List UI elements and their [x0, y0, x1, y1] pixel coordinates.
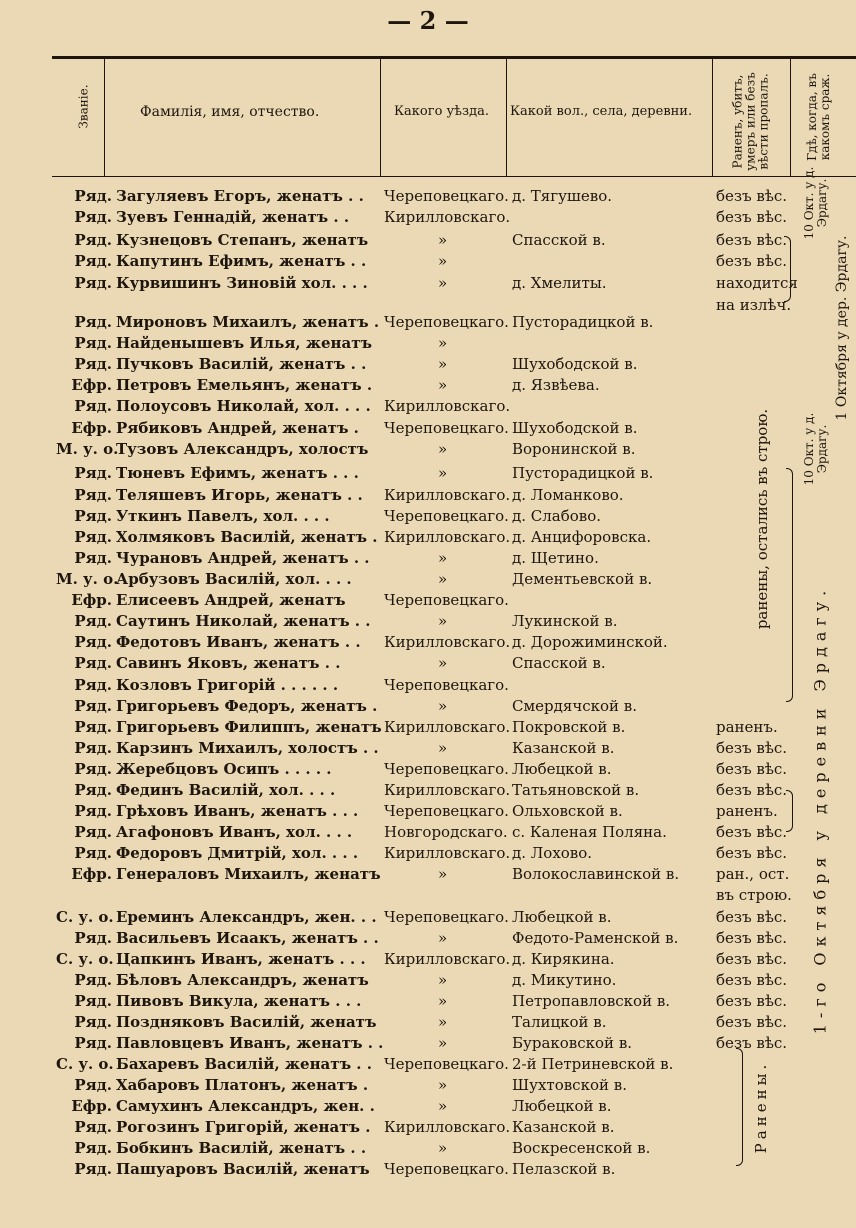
table-row [0, 1158, 856, 1180]
table-row [0, 927, 856, 949]
row-volost: Любецкой в. [512, 1097, 612, 1115]
row-volost: Пусторадицкой в. [512, 464, 654, 482]
row-name: Хабаровъ Платонъ, женатъ . [116, 1076, 369, 1094]
row-name: Елисеевъ Андрей, женатъ [116, 591, 346, 609]
row-name: Пучковъ Василій, женатъ . . [116, 355, 367, 373]
table-row [0, 1011, 856, 1033]
table-row [0, 272, 856, 294]
table-row [0, 652, 856, 674]
row-name: Теляшевъ Игорь, женатъ . . [116, 486, 363, 504]
row-rank: Ряд. [74, 633, 112, 651]
row-fate: раненъ. [716, 802, 778, 820]
table-row [0, 610, 856, 632]
row-rank: Ряд. [74, 781, 112, 799]
row-name: Курвишинъ Зиновій хол. . . . [116, 274, 368, 292]
row-volost: Шухободской в. [512, 419, 638, 437]
table-row [0, 568, 856, 590]
row-rank: Ряд. [74, 231, 112, 249]
row-rank: Ряд. [74, 397, 112, 415]
row-fate: безъ вѣс. [716, 208, 788, 226]
row-rank: Ряд. [74, 718, 112, 736]
row-uezd: Череповецкаго. [384, 760, 509, 778]
header-volost: Какой вол., села, деревни. [510, 104, 693, 119]
row-volost: Федото-Раменской в. [512, 929, 679, 947]
row-uezd: » [438, 440, 448, 458]
row-uezd: Череповецкаго. [384, 908, 509, 926]
table-row [0, 948, 856, 970]
row-name: Генераловъ Михаилъ, женатъ [116, 865, 381, 883]
row-rank: Ряд. [74, 654, 112, 672]
table-row [0, 526, 856, 548]
row-rank: Ряд. [74, 252, 112, 270]
row-fate: безъ вѣс. [716, 992, 788, 1010]
row-uezd: Кирилловскаго. [384, 844, 511, 862]
row-uezd: » [438, 355, 448, 373]
table-row [0, 1137, 856, 1159]
table-row [0, 863, 856, 885]
header-divider [790, 58, 791, 176]
row-rank: Ряд. [74, 760, 112, 778]
row-rank: Ряд. [74, 1160, 112, 1178]
row-rank: Ряд. [74, 549, 112, 567]
row-fate: безъ вѣс. [716, 187, 788, 205]
side-note-oct10-2: 10 Окт. у д. Эрдагу. [802, 412, 829, 486]
row-name: Загуляевъ Егоръ, женатъ . . [116, 187, 364, 205]
row-uezd: Череповецкаго. [384, 507, 509, 525]
table-row [0, 332, 856, 354]
row-rank: Ряд. [74, 507, 112, 525]
row-uezd: » [438, 654, 448, 672]
header-divider [506, 58, 507, 176]
row-volost: Пелазской в. [512, 1160, 616, 1178]
table-row [0, 716, 856, 738]
row-rank: Ряд. [74, 187, 112, 205]
row-name: Капутинъ Ефимъ, женатъ . . [116, 252, 367, 270]
row-rank: Ряд. [74, 971, 112, 989]
row-rank: Ряд. [74, 313, 112, 331]
row-uezd: Череповецкаго. [384, 676, 509, 694]
row-uezd: » [438, 274, 448, 292]
row-rank: Ряд. [74, 739, 112, 757]
row-volost: Шухтовской в. [512, 1076, 627, 1094]
row-uezd: Череповецкаго. [384, 1160, 509, 1178]
table-row [0, 737, 856, 759]
row-uezd: Череповецкаго. [384, 591, 509, 609]
row-volost: 2-й Петриневской в. [512, 1055, 674, 1073]
row-fate: безъ вѣс. [716, 231, 788, 249]
row-volost: д. Слабово. [512, 507, 602, 525]
page-number: — 2 — [387, 6, 469, 35]
row-name: Фединъ Василій, хол. . . . [116, 781, 336, 799]
row-rank: М. у. о. [56, 570, 119, 588]
row-volost: Любецкой в. [512, 760, 612, 778]
row-name: Поздняковъ Василій, женатъ [116, 1013, 377, 1031]
header-divider [104, 58, 105, 176]
row-uezd: Кирилловскаго. [384, 1118, 511, 1136]
row-fate: безъ вѣс. [716, 1013, 788, 1031]
row-rank: Ряд. [74, 612, 112, 630]
row-name: Федоровъ Дмитрій, хол. . . . [116, 844, 359, 862]
row-uezd: » [438, 971, 448, 989]
row-uezd: » [438, 992, 448, 1010]
row-uezd: Кирилловскаго. [384, 208, 511, 226]
row-uezd: Череповецкаго. [384, 419, 509, 437]
row-name: Пашуаровъ Василій, женатъ [116, 1160, 370, 1178]
row-name: Васильевъ Исаакъ, женатъ . . [116, 929, 379, 947]
row-fate: безъ вѣс. [716, 781, 788, 799]
row-uezd: » [438, 549, 448, 567]
row-volost: д. Кирякина. [512, 950, 615, 968]
row-rank: Ряд. [74, 676, 112, 694]
row-rank: Ряд. [74, 1034, 112, 1052]
row-rank: Ряд. [74, 355, 112, 373]
row-fate: безъ вѣс. [716, 908, 788, 926]
row-fate: ран., ост. [716, 865, 790, 883]
table-row [0, 1116, 856, 1138]
table-row [0, 990, 856, 1012]
table-row [0, 1095, 856, 1117]
row-uezd: » [438, 929, 448, 947]
row-name: Тузовъ Александръ, холостъ [116, 440, 369, 458]
row-rank: Ряд. [74, 274, 112, 292]
row-volost: Воронинской в. [512, 440, 636, 458]
row-fate: безъ вѣс. [716, 252, 788, 270]
table-row [0, 695, 856, 717]
table-row [0, 906, 856, 928]
row-uezd: Кирилловскаго. [384, 397, 511, 415]
row-volost: д. Микутино. [512, 971, 617, 989]
row-rank: М. у. о. [56, 440, 119, 458]
row-uezd: » [438, 376, 448, 394]
row-name: Полоусовъ Николай, хол. . . . [116, 397, 371, 415]
table-row [0, 547, 856, 569]
row-uezd: » [438, 252, 448, 270]
row-name: Петровъ Емельянъ, женатъ . [116, 376, 373, 394]
row-volost: Казанской в. [512, 1118, 615, 1136]
bracket [786, 468, 793, 702]
row-name: Павловцевъ Иванъ, женатъ . . [116, 1034, 384, 1052]
row-rank: Ряд. [74, 464, 112, 482]
row-volost: Лукинской в. [512, 612, 618, 630]
table-row [0, 462, 856, 484]
row-uezd: » [438, 865, 448, 883]
row-name: Цапкинъ Иванъ, женатъ . . . [116, 950, 366, 968]
row-rank: Ряд. [74, 1076, 112, 1094]
row-name: Агафоновъ Иванъ, хол. . . . [116, 823, 353, 841]
row-volost: Пусторадицкой в. [512, 313, 654, 331]
row-uezd: » [438, 334, 448, 352]
row-uezd: » [438, 570, 448, 588]
row-rank: С. у. о. [56, 1055, 114, 1073]
row-volost: Смердячской в. [512, 697, 638, 715]
bracket [786, 790, 793, 832]
row-fate: находится [716, 274, 798, 292]
row-rank: С. у. о. [56, 908, 114, 926]
row-uezd: » [438, 1139, 448, 1157]
row-name: Уткинъ Павелъ, хол. . . . [116, 507, 330, 525]
table-row [0, 374, 856, 396]
row-volost: д. Хмелиты. [512, 274, 607, 292]
table-row [0, 417, 856, 439]
row-volost: с. Каленая Поляна. [512, 823, 667, 841]
row-rank: Ряд. [74, 992, 112, 1010]
row-volost: Спасской в. [512, 231, 606, 249]
table-row [0, 250, 856, 272]
row-volost: д. Ломанково. [512, 486, 624, 504]
row-name: Мироновъ Михаилъ, женатъ . [116, 313, 380, 331]
row-volost: Бураковской в. [512, 1034, 633, 1052]
table-row [0, 631, 856, 653]
row-uezd: » [438, 697, 448, 715]
row-name: Бѣловъ Александръ, женатъ [116, 971, 369, 989]
row-name: Григорьевъ Федоръ, женатъ . [116, 697, 378, 715]
row-uezd: Череповецкаго. [384, 802, 509, 820]
header-name: Фамилія, имя, отчество. [140, 104, 320, 120]
table-row [0, 484, 856, 506]
row-name: Тюневъ Ефимъ, женатъ . . . [116, 464, 359, 482]
table-row [0, 353, 856, 375]
table-row [0, 395, 856, 417]
row-volost: Волокославинской в. [512, 865, 680, 883]
row-rank: Ряд. [74, 697, 112, 715]
row-volost: Воскресенской в. [512, 1139, 651, 1157]
row-rank: Ефр. [71, 419, 112, 437]
row-uezd: Кирилловскаго. [384, 781, 511, 799]
table-row [0, 969, 856, 991]
row-name: Карзинъ Михаилъ, холостъ . . [116, 739, 379, 757]
row-fate: безъ вѣс. [716, 739, 788, 757]
row-volost: Ольховской в. [512, 802, 623, 820]
row-rank: Ряд. [74, 802, 112, 820]
row-volost: д. Лохово. [512, 844, 593, 862]
row-name: Рогозинъ Григорій, женатъ . [116, 1118, 371, 1136]
row-uezd: » [438, 1097, 448, 1115]
table-row [0, 779, 856, 801]
row-volost: Казанской в. [512, 739, 615, 757]
row-rank: Ефр. [71, 865, 112, 883]
row-fate: на излѣч. [716, 296, 792, 314]
table-row [0, 438, 856, 460]
table-row [0, 505, 856, 527]
row-volost: Спасской в. [512, 654, 606, 672]
row-rank: Ряд. [74, 823, 112, 841]
row-volost: д. Тягушево. [512, 187, 612, 205]
row-uezd: » [438, 1076, 448, 1094]
row-rank: Ряд. [74, 486, 112, 504]
table-row [0, 1053, 856, 1075]
row-fate: безъ вѣс. [716, 844, 788, 862]
row-name: Жеребцовъ Осипъ . . . . . [116, 760, 332, 778]
row-rank: Ряд. [74, 1013, 112, 1031]
row-volost: Петропавловской в. [512, 992, 671, 1010]
side-note-wounded: Ранены. [752, 1060, 770, 1154]
table-row [0, 1074, 856, 1096]
top-rule [52, 56, 856, 59]
row-name: Григорьевъ Филиппъ, женатъ [116, 718, 382, 736]
table-row [0, 589, 856, 611]
row-name: Чурановъ Андрей, женатъ . . [116, 549, 370, 567]
table-row [0, 842, 856, 864]
row-uezd: » [438, 464, 448, 482]
row-fate: безъ вѣс. [716, 760, 788, 778]
row-name: Грѣховъ Иванъ, женатъ . . . [116, 802, 359, 820]
header-divider [380, 58, 381, 176]
row-name: Пивовъ Викула, женатъ . . . [116, 992, 362, 1010]
header-divider [712, 58, 713, 176]
row-fate: безъ вѣс. [716, 823, 788, 841]
row-name: Саутинъ Николай, женатъ . . [116, 612, 371, 630]
row-uezd: » [438, 612, 448, 630]
row-name: Холмяковъ Василій, женатъ . [116, 528, 378, 546]
row-rank: Ефр. [71, 591, 112, 609]
row-volost: Покровской в. [512, 718, 626, 736]
table-row [0, 185, 856, 207]
row-fate: раненъ. [716, 718, 778, 736]
row-fate: безъ вѣс. [716, 929, 788, 947]
table-row [0, 821, 856, 843]
row-uezd: » [438, 1013, 448, 1031]
row-volost: д. Анцифоровска. [512, 528, 652, 546]
bracket [784, 236, 791, 302]
row-uezd: Череповецкаго. [384, 313, 509, 331]
table-row [0, 674, 856, 696]
table-row [0, 311, 856, 333]
row-uezd: » [438, 231, 448, 249]
row-uezd: Новгородскаго. [384, 823, 508, 841]
table-row [0, 1032, 856, 1054]
row-fate: безъ вѣс. [716, 950, 788, 968]
side-note-oct10-1: 10 Окт. у д. Эрдагу. [802, 166, 829, 240]
row-rank: Ефр. [71, 1097, 112, 1115]
header-rank: Званіе. [76, 84, 91, 129]
row-uezd: » [438, 739, 448, 757]
row-fate: безъ вѣс. [716, 971, 788, 989]
row-volost: Дементьевской в. [512, 570, 653, 588]
row-uezd: Череповецкаго. [384, 187, 509, 205]
side-note-wounded-in-ranks: ранены, остались въ строю. [753, 408, 771, 630]
row-uezd: Кирилловскаго. [384, 528, 511, 546]
row-volost: Шухободской в. [512, 355, 638, 373]
row-uezd: Кирилловскаго. [384, 950, 511, 968]
table-row [0, 758, 856, 780]
row-volost: д. Язвѣева. [512, 376, 600, 394]
row-name: Бобкинъ Василій, женатъ . . [116, 1139, 367, 1157]
side-note-oct1-short: 1 Октября у дер. Эрдагу. [834, 235, 850, 421]
row-name: Рябиковъ Андрей, женатъ . [116, 419, 359, 437]
row-fate: въ строю. [716, 886, 792, 904]
row-rank: Ряд. [74, 334, 112, 352]
table-row [0, 800, 856, 822]
row-name: Савинъ Яковъ, женатъ . . [116, 654, 341, 672]
table-row [0, 206, 856, 228]
row-rank: Ефр. [71, 376, 112, 394]
row-rank: Ряд. [74, 1139, 112, 1157]
row-rank: Ряд. [74, 208, 112, 226]
row-uezd: Кирилловскаго. [384, 633, 511, 651]
row-name: Бахаревъ Василій, женатъ . . [116, 1055, 372, 1073]
row-volost: Талицкой в. [512, 1013, 607, 1031]
row-volost: Любецкой в. [512, 908, 612, 926]
row-name: Козловъ Григорій . . . . . . [116, 676, 339, 694]
row-name: Арбузовъ Василій, хол. . . . [116, 570, 352, 588]
row-volost: д. Дорожиминской. [512, 633, 668, 651]
row-uezd: Кирилловскаго. [384, 718, 511, 736]
row-volost: д. Щетино. [512, 549, 599, 567]
row-rank: С. у. о. [56, 950, 114, 968]
table-row [0, 884, 856, 906]
side-note-oct1-long: 1-го Октября у деревни Эрдагу. [810, 584, 830, 1035]
table-row [0, 229, 856, 251]
row-uezd: Череповецкаго. [384, 1055, 509, 1073]
row-name: Найденышевъ Илья, женатъ [116, 334, 373, 352]
header-uezd: Какого уѣзда. [394, 104, 489, 119]
row-volost: Татьяновской в. [512, 781, 640, 799]
row-uezd: Кирилловскаго. [384, 486, 511, 504]
row-rank: Ряд. [74, 929, 112, 947]
row-name: Ереминъ Александръ, жен. . . [116, 908, 377, 926]
row-name: Самухинъ Александръ, жен. . [116, 1097, 375, 1115]
row-uezd: » [438, 1034, 448, 1052]
header-where: Гдѣ, когда, въ какомъ сраж. [805, 73, 832, 161]
bracket [736, 1048, 743, 1166]
row-name: Кузнецовъ Степанъ, женатъ [116, 231, 369, 249]
row-name: Федотовъ Иванъ, женатъ . . [116, 633, 361, 651]
header-fate: Раненъ, убитъ, умеръ или безъ вѣсти пропалъ. [730, 72, 771, 171]
row-fate: безъ вѣс. [716, 1034, 788, 1052]
row-rank: Ряд. [74, 844, 112, 862]
row-name: Зуевъ Геннадій, женатъ . . [116, 208, 350, 226]
row-rank: Ряд. [74, 1118, 112, 1136]
row-rank: Ряд. [74, 528, 112, 546]
